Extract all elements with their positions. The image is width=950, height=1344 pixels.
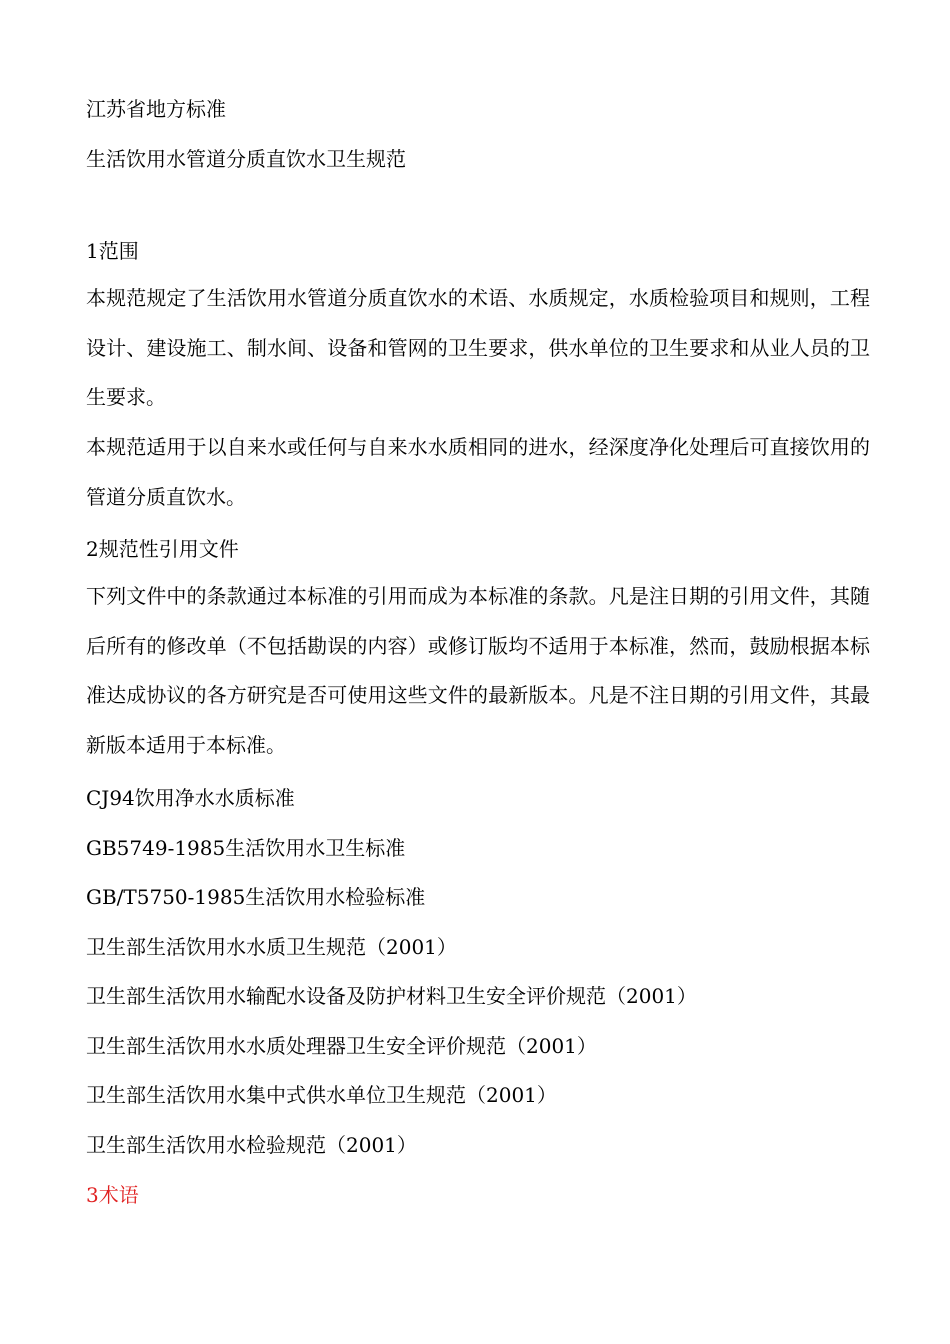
reference-item: CJ94饮用净水水质标准 [86,786,295,810]
standard-issuer: 江苏省地方标准 [86,97,226,121]
reference-item: GB5749-1985生活饮用水卫生标准 [86,836,406,860]
reference-item: 卫生部生活饮用水水质卫生规范（2001） [86,935,457,959]
section-1-paragraph-1: 本规范规定了生活饮用水管道分质直饮水的术语、水质规定，水质检验项目和规则，工程设计、建设施工、制水间、设备和管网的卫生要求，供水单位的卫生要求和从业人员的卫生要求。 [86,286,870,409]
reference-item: 卫生部生活饮用水输配水设备及防护材料卫生安全评价规范（2001） [86,984,697,1008]
section-1-heading: 1范围 [86,239,139,263]
reference-item: 卫生部生活饮用水集中式供水单位卫生规范（2001） [86,1083,557,1107]
section-3-heading: 3术语 [86,1183,139,1207]
reference-item: 卫生部生活饮用水检验规范（2001） [86,1133,417,1157]
section-2-heading: 2规范性引用文件 [86,537,239,561]
reference-item: GB/T5750-1985生活饮用水检验标准 [86,885,426,909]
section-2-paragraph-1: 下列文件中的条款通过本标准的引用而成为本标准的条款。凡是注日期的引用文件，其随后所有的修改单（不包括勘误的内容）或修订版均不适用于本标准，然而，鼓励根据本标准达成协议的各方研究是否可使用这些文件的最新版本。凡是不注日期的引用文件，其最新版本适用于本标准。 [86,584,870,757]
document-title: 生活饮用水管道分质直饮水卫生规范 [86,147,406,171]
section-1-paragraph-2: 本规范适用于以自来水或任何与自来水水质相同的进水，经深度净化处理后可直接饮用的管道分质直饮水。 [86,435,870,509]
reference-item: 卫生部生活饮用水水质处理器卫生安全评价规范（2001） [86,1034,597,1058]
